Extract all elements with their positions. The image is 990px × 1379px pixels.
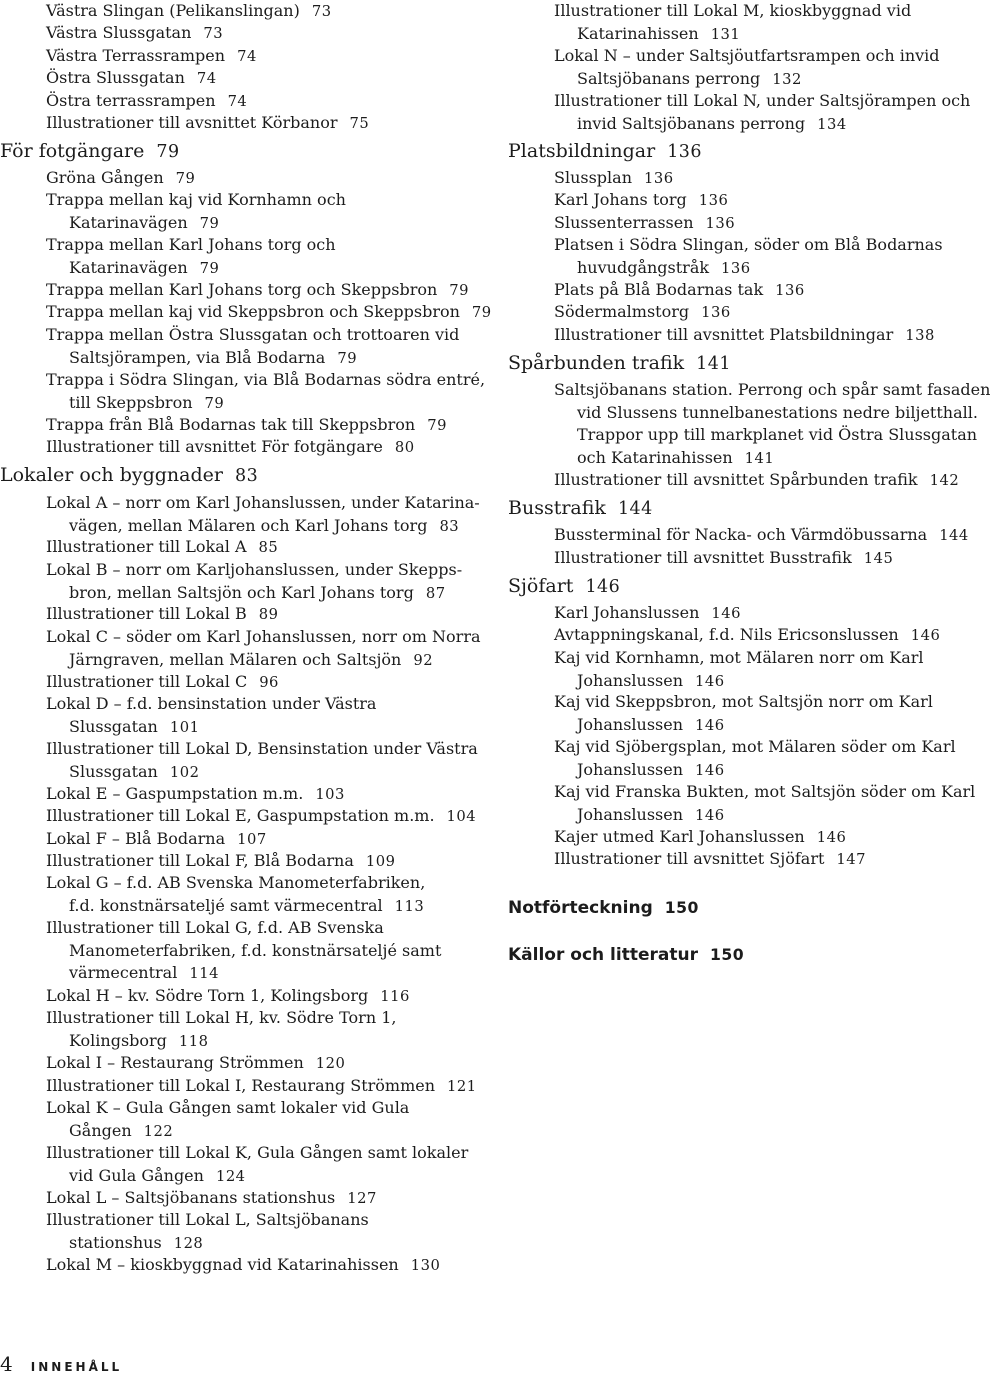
toc-page-number: 134: [817, 115, 847, 133]
toc-page-number: 103: [315, 786, 345, 803]
toc-page-number: 79: [471, 304, 492, 321]
toc-entry-text: Karl Johanslussen: [554, 603, 700, 622]
toc-entry-text: Johanslussen: [577, 804, 684, 824]
toc-page-number: 80: [394, 439, 415, 456]
toc-entry-text: Illustrationer till Lokal N, under Saltsjörampen och: [554, 91, 971, 110]
toc-entry-text: Lokal C – söder om Karl Johanslussen, norr om Norra: [46, 627, 481, 646]
toc-page-number: 79: [337, 349, 358, 367]
footer-page-number: 4: [0, 1352, 13, 1376]
toc-page-number: 128: [173, 1234, 204, 1252]
toc-entry-text: Illustrationer till Lokal E, Gaspumpstation m.m.: [46, 806, 435, 825]
toc-page-number: 138: [905, 327, 935, 344]
toc-entry-text: huvudgångstråk: [577, 257, 710, 277]
toc-entry-text: Kolingsborg: [69, 1030, 167, 1050]
toc-page-number: 120: [315, 1055, 346, 1072]
toc-entry-text: Trappa mellan Östra Slussgatan och trottoaren vid: [46, 325, 460, 344]
toc-entry-text: Kaj vid Sjöbergsplan, mot Mälaren söder om Karl: [554, 737, 956, 756]
toc-entry-text: Illustrationer till avsnittet Körbanor: [46, 113, 338, 132]
toc-entry-text: Illustrationer till avsnittet Busstrafik: [554, 548, 852, 567]
toc-entry-text: vägen, mellan Mälaren och Karl Johans torg: [69, 515, 428, 535]
toc-entry-text: Illustrationer till Lokal A: [46, 537, 247, 556]
toc-entry-text: Lokaler och byggnader: [0, 464, 223, 486]
toc-page-number: 150: [709, 945, 745, 964]
toc-entry-text: Bussterminal för Nacka- och Värmdöbussarna: [554, 525, 928, 544]
toc-page-number: 146: [910, 627, 941, 644]
toc-page-number: 73: [311, 3, 332, 20]
toc-page-number: 136: [698, 192, 729, 209]
toc-entry-text: Illustrationer till Lokal F, Blå Bodarna: [46, 851, 354, 870]
toc-entry-text: Lokal I – Restaurang Strömmen: [46, 1053, 304, 1072]
toc-entry-text: Manometerfabriken, f.d. konstnärsateljé samt: [69, 940, 442, 960]
footer-section-label: INNEHÅLL: [30, 1360, 123, 1374]
toc-entry-text: För fotgängare: [0, 140, 145, 162]
toc-entry-text: Karl Johans torg: [554, 190, 687, 209]
toc-entry-text: Västra Terrassrampen: [46, 46, 226, 65]
toc-entry-text: Illustrationer till Lokal G, f.d. AB Svenska: [46, 918, 384, 937]
toc-page-number: 145: [863, 550, 894, 567]
toc-entry-text: Trappa mellan Karl Johans torg och: [46, 235, 336, 254]
toc-page-number: 124: [215, 1167, 246, 1185]
toc-entry-text: Saltsjöbanans station. Perrong och spår samt fasaden: [554, 380, 990, 399]
toc-entry-text: Slussplan: [554, 168, 633, 187]
toc-page-number: 118: [178, 1032, 209, 1050]
toc-entry-text: Sjöfart: [508, 575, 574, 597]
toc-entry-text: Illustrationer till Lokal L, Saltsjöbanans: [46, 1210, 369, 1229]
toc-entry-text: Gången: [69, 1120, 132, 1140]
toc-page-number: 136: [667, 142, 703, 162]
toc-page-number: 144: [939, 527, 969, 544]
toc-entry-text: Östra Slussgatan: [46, 68, 185, 87]
toc-page-number: 142: [929, 472, 960, 489]
toc-entry-text: Johanslussen: [577, 714, 684, 734]
toc-page-number: 79: [175, 170, 196, 187]
toc-page-number: 146: [695, 716, 725, 734]
toc-page-number: 107: [237, 831, 267, 848]
toc-entry-text: och Katarinahissen: [577, 447, 733, 467]
toc-entry-text: Kajer utmed Karl Johanslussen: [554, 827, 805, 846]
toc-entry-text: Johanslussen: [577, 759, 684, 779]
toc-entry-text: Östra terrassrampen: [46, 91, 216, 110]
toc-entry-text: Lokal G – f.d. AB Svenska Manometerfabriken,: [46, 873, 426, 892]
toc-page-number: 136: [705, 215, 736, 232]
toc-entry-text: Lokal E – Gaspumpstation m.m.: [46, 784, 304, 803]
toc-entry-text: Busstrafik: [508, 497, 606, 519]
toc-page-number: 83: [234, 466, 259, 486]
toc-entry-text: Södermalmstorg: [554, 302, 690, 321]
toc-entry-text: Lokal D – f.d. bensinstation under Västra: [46, 694, 377, 713]
toc-page-number: 116: [380, 988, 410, 1005]
toc-entry-text: vid Gula Gången: [69, 1165, 204, 1185]
toc-page-number: 136: [701, 304, 731, 321]
toc-entry-text: Källor och litteratur: [508, 945, 698, 965]
toc-page-number: 79: [204, 394, 225, 412]
toc-entry-text: Gröna Gången: [46, 168, 164, 187]
toc-entry-text: Lokal A – norr om Karl Johanslussen, under Katarina-: [46, 493, 480, 512]
toc-page-number: 136: [644, 170, 674, 187]
toc-page-number: 127: [347, 1190, 377, 1207]
toc-entry-text: Notförteckning: [508, 898, 653, 918]
toc-page-number: 130: [410, 1257, 441, 1274]
page-footer: [0, 1354, 122, 1377]
toc-entry-text: Katarinavägen: [69, 257, 188, 277]
toc-entry-text: Västra Slingan (Pelikanslingan): [46, 1, 300, 20]
toc-entry-text: Illustrationer till Lokal K, Gula Gången samt lokaler: [46, 1143, 469, 1162]
toc-page-number: 146: [695, 672, 725, 690]
toc-entry-text: bron, mellan Saltsjön och Karl Johans torg: [69, 582, 414, 602]
toc-entry-text: Platsbildningar: [508, 140, 656, 162]
toc-entry-text: Illustrationer till Lokal M, kioskbyggnad vid: [554, 1, 912, 20]
toc-entry-text: Trappa från Blå Bodarnas tak till Skeppsbron: [46, 415, 416, 434]
toc-page-number: 79: [199, 214, 220, 232]
toc-page-number: 121: [447, 1078, 477, 1095]
toc-page-number: 132: [772, 70, 802, 88]
toc-page-number: 85: [258, 539, 279, 556]
toc-page-number: 141: [696, 354, 731, 374]
toc-entry-text: Trappor upp till markplanet vid Östra Slussgatan: [577, 425, 978, 444]
toc-page-number: 146: [816, 829, 847, 846]
toc-entry-text: vid Slussens tunnelbanestations nedre biljetthall.: [577, 402, 978, 422]
toc-entry-text: Kaj vid Skeppsbron, mot Saltsjön norr om Karl: [554, 692, 933, 711]
toc-page-number: 146: [585, 577, 621, 597]
toc-page-number: 92: [413, 651, 434, 669]
toc-entry-text: Illustrationer till Lokal B: [46, 604, 247, 623]
toc-entry-text: Lokal H – kv. Södre Torn 1, Kolingsborg: [46, 986, 369, 1005]
toc-entry-text: Lokal B – norr om Karljohanslussen, under Skepps-: [46, 560, 463, 579]
toc-page-number: 74: [196, 70, 217, 87]
toc-entry-text: Illustrationer till Lokal I, Restaurang Strömmen: [46, 1076, 436, 1095]
toc-entry-text: Platsen i Södra Slingan, söder om Blå Bodarnas: [554, 235, 943, 254]
toc-entry-text: Katarinavägen: [69, 212, 188, 232]
toc-entry-text: Järngraven, mellan Mälaren och Saltsjön: [69, 649, 402, 669]
toc-page-number: 150: [664, 898, 699, 917]
toc-entry-text: Illustrationer till avsnittet Platsbildningar: [554, 325, 894, 344]
toc-entry-text: Illustrationer till Lokal H, kv. Södre Torn 1,: [46, 1008, 397, 1027]
toc-entry-text: Lokal K – Gula Gången samt lokaler vid Gula: [46, 1098, 410, 1117]
toc-entry-text: Slussgatan: [69, 761, 158, 781]
toc-entry-text: Slussgatan: [69, 716, 158, 736]
toc-entry-text: Johanslussen: [577, 670, 684, 690]
toc-entry-text: Trappa i Södra Slingan, via Blå Bodarnas södra entré,: [46, 370, 486, 389]
toc-entry-text: Illustrationer till avsnittet Spårbunden trafik: [554, 470, 918, 489]
toc-page-number: 74: [237, 48, 257, 65]
toc-entry-text: Trappa mellan kaj vid Skeppsbron och Skeppsbron: [46, 302, 460, 321]
toc-page-number: 87: [425, 584, 446, 602]
toc-entry-text: Lokal M – kioskbyggnad vid Katarinahissen: [46, 1255, 399, 1274]
toc-page-number: 101: [169, 718, 200, 736]
toc-entry-text: Plats på Blå Bodarnas tak: [554, 280, 764, 299]
toc-entry-text: Illustrationer till avsnittet För fotgängare: [46, 437, 383, 456]
toc-entry-text: invid Saltsjöbanans perrong: [577, 113, 806, 133]
toc-entry-text: f.d. konstnärsateljé samt värmecentral: [69, 895, 383, 915]
toc-page-number: 146: [695, 806, 725, 824]
toc-page-number: 102: [169, 763, 200, 781]
toc-entry-text: Västra Slussgatan: [46, 23, 192, 42]
toc-entry-text: Katarinahissen: [577, 23, 699, 43]
toc-page-number: 122: [143, 1122, 174, 1140]
toc-page-number: 104: [446, 808, 477, 825]
toc-page-number: 136: [775, 282, 805, 299]
toc-page-number: 146: [695, 761, 725, 779]
toc-entry-text: Illustrationer till avsnittet Sjöfart: [554, 849, 825, 868]
toc-entry-text: Lokal F – Blå Bodarna: [46, 829, 226, 848]
toc-entry-text: Kaj vid Franska Bukten, mot Saltsjön söder om Karl: [554, 782, 976, 801]
toc-entry-text: Trappa mellan kaj vid Kornhamn och: [46, 190, 346, 209]
toc-page-number: 73: [203, 25, 224, 42]
toc-page-number: 147: [836, 851, 866, 868]
toc-entry-text: Saltsjörampen, via Blå Bodarna: [69, 347, 326, 367]
toc-entry-text: Kaj vid Kornhamn, mot Mälaren norr om Karl: [554, 648, 924, 667]
toc-page-number: 79: [156, 142, 180, 162]
toc-page-number: 83: [439, 517, 460, 535]
toc-page-number: 144: [617, 499, 653, 519]
toc-page-number: 114: [189, 965, 219, 982]
toc-page-number: 79: [199, 259, 220, 277]
toc-entry-text: Slussenterrassen: [554, 213, 694, 232]
toc-page-number: 75: [349, 115, 370, 132]
toc-page-number: 96: [259, 674, 279, 691]
toc-entry-text: värmecentral: [69, 963, 178, 982]
toc-page-number: 146: [711, 605, 741, 622]
toc-entry-text: till Skeppsbron: [69, 392, 193, 412]
toc-entry-text: Avtappningskanal, f.d. Nils Ericsonslussen: [554, 625, 899, 644]
toc-entry-text: Saltsjöbanans perrong: [577, 68, 761, 88]
toc-page-number: 79: [449, 282, 470, 299]
toc-page-number: 74: [227, 93, 248, 110]
toc-entry-text: stationshus: [69, 1232, 162, 1252]
toc-page-number: 131: [710, 25, 741, 43]
toc-page-number: 109: [365, 853, 396, 870]
toc-page-number: 79: [427, 417, 447, 434]
toc-entry-text: Lokal L – Saltsjöbanans stationshus: [46, 1188, 336, 1207]
toc-page-number: 113: [394, 897, 425, 915]
toc-entry-text: Spårbunden trafik: [508, 352, 685, 374]
toc-page-number: 136: [721, 259, 751, 277]
toc-page-number: 89: [258, 606, 279, 623]
toc-entry-text: Lokal N – under Saltsjöutfartsrampen och invid: [554, 46, 940, 65]
toc-page-number: 141: [744, 449, 775, 467]
toc-entry-text: Illustrationer till Lokal D, Bensinstation under Västra: [46, 739, 478, 758]
toc-entry-text: Trappa mellan Karl Johans torg och Skeppsbron: [46, 280, 438, 299]
toc-entry-text: Illustrationer till Lokal C: [46, 672, 248, 691]
